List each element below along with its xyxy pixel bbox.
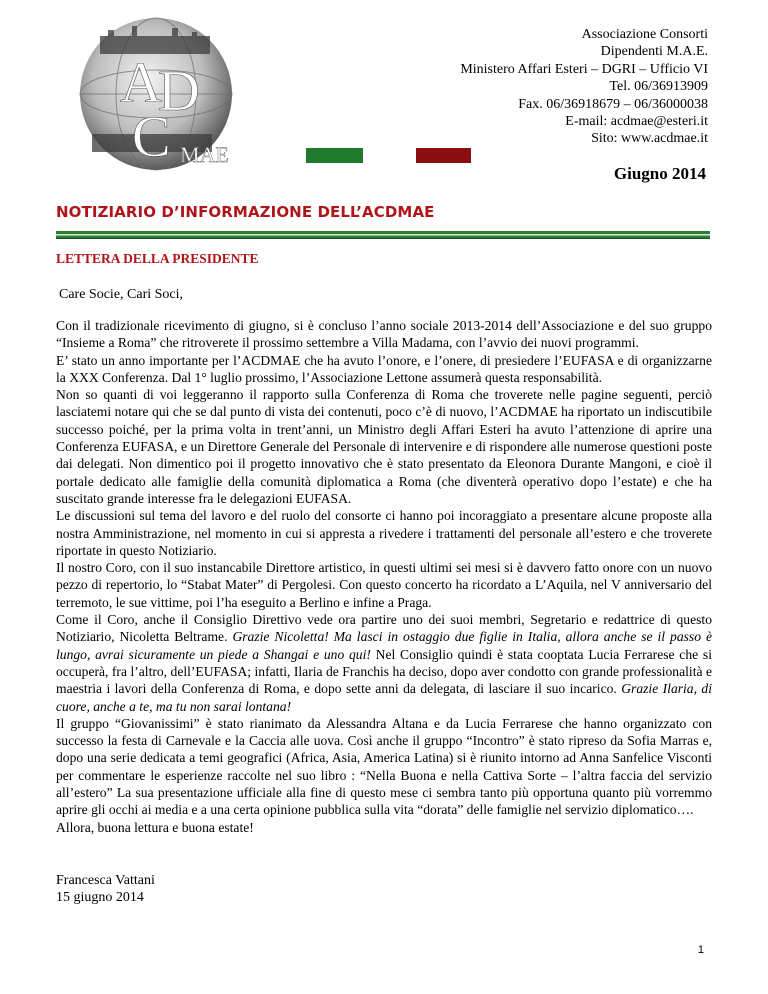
paragraph: Il nostro Coro, con il suo instancabile Direttore artistico, in questi ultimi sei mesi si è davvero fatto onore con un nuovo pezzo di repertorio, lo “Stabat Mater” di Pergolesi. Con questo concerto ha ricordato a L’Aquila, nel V anniversario del terremoto, le sue vittime, poi l’ha eseguito a Berlino e infine a Praga. <box>56 560 712 610</box>
header-line: Dipendenti M.A.E. <box>600 44 708 60</box>
paragraph-text: Nel Consiglio quindi è stata cooptata Lucia Ferrarese che si occuperà, fra l’altro, dell’EUFASA; infatti, Ilaria de Franchis ha deciso, dopo aver condotto con grande professionalità e maestria i lavori della Conferenza di Roma, e dopo sette anni da delegata, di lasciare il suo incarico. <box>56 646 712 697</box>
header-email: E-mail: acdmae@esteri.it <box>565 114 708 130</box>
paragraph-text: Come il Coro, anche il Consiglio Direttivo vede ora partire uno dei suoi membri, Segretario e redattrice di questo Notiziario, Nicoletta Beltrame. <box>56 612 712 645</box>
paragraph: Non so quanti di voi leggeranno il rapporto sulla Conferenza di Roma che troverete nelle pagine seguenti, perciò lasciatemi notare qui che se dal punto di vista dei contenuti, poco c’è di nuovo, l’ACDMAE ha riportato un indiscutibile successo poiché, per la prima volta in trent’anni, un Ministro degli Affari Esteri ha avuto l’attenzione di aprire una Conferenza EUFASA, e un Direttore Generale del Personale di intervenire e di rispondere alle numerose questioni poste dai delegati. Non dimentico poi il progetto innovativo che è stato presentato da Eleonora Durante Mangoni, e cioè il portale dedicato alle famiglie della comunità diplomatica a Roma (che diventerà operativo dopo l’estate) e che ha suscitato grande interesse fra le delegazioni EUFASA. <box>56 387 712 506</box>
header-fax: Fax. 06/36918679 – 06/36000038 <box>518 96 708 112</box>
italic-thanks: Grazie Nicoletta! Ma lasci in ostaggio due figlie in Italia, allora anche se il passo è lungo, avrai sicuramente un piede a Shangai e uno qui! <box>56 629 712 662</box>
header-line: Ministero Affari Esteri – DGRI – Ufficio VI <box>460 61 708 77</box>
paragraph: Le discussioni sul tema del lavoro e del ruolo del consorte ci hanno poi incoraggiato a presentare alcune proposte alla nostra Amministrazione, nel momento in cui si appresta a rivedere i trattamenti del personale all’estero e che troverete riportate in questo Notiziario. <box>56 508 712 558</box>
signature-date: 15 giugno 2014 <box>56 890 144 906</box>
paragraph: Allora, buona lettura e buona estate! <box>56 819 254 835</box>
logo-mae: MAE <box>180 142 229 167</box>
logo-letter-c: C <box>132 104 171 169</box>
acdmae-logo <box>62 14 250 174</box>
paragraph: E’ stato un anno importante per l’ACDMAE che ha avuto l’onore, e l’onere, di presiedere l’EUFASA e di organizzarne la XXX Conferenza. Dal 1° luglio prossimo, l’Associazione Lettone assumerà questa responsabilità. <box>56 352 712 385</box>
flag-red-stripe <box>416 148 471 163</box>
paragraph: Il gruppo “Giovanissimi” è stato rianimato da Alessandra Altana e da Lucia Ferrarese che hanno organizzato con successo la festa di Carnevale e la Caccia alle uova. Così anche il gruppo “Incontro” è stato ripreso da Sofia Marras e, dopo una serie dedicata a temi geografici (Africa, Asia, America Latina) si è riunito intorno ad Anna Sanfelice Visconti per commentare le esperienze raccolte nel suo libro : “Nella Buona e nella Cattiva Sorte – l’altra faccia del servizio all’estero” La sua presentazione ufficiale alla fine di questo mese ci sembra tanto più opportuna quanto più vorremmo aprire gli occhi ai media e a una certa opinione pubblica sulla vita “dorata” delle famiglie nel servizio diplomatico…. <box>56 715 712 818</box>
logo-letter-d: D <box>158 58 200 123</box>
flag-green-stripe <box>306 148 363 163</box>
issue-date: Giugno 2014 <box>613 164 706 183</box>
page-number: 1 <box>697 944 704 956</box>
signature-block <box>56 872 155 907</box>
header-contact-block <box>368 26 708 148</box>
header-website: Sito: www.acdmae.it <box>591 131 708 147</box>
header-line: Associazione Consorti <box>581 27 708 42</box>
section-title: LETTERA DELLA PRESIDENTE <box>56 251 259 266</box>
paragraph <box>56 611 712 715</box>
salutation: Care Socie, Cari Soci, <box>59 287 184 302</box>
title-rule <box>56 231 710 239</box>
paragraph: Con il tradizionale ricevimento di giugno, si è concluso l’anno sociale 2013-2014 dell’Associazione e del suo gruppo “Insieme a Roma” che ritroverete il prossimo settembre a Villa Madama, con l’avvio dei nuovi programmi. <box>56 318 712 351</box>
italic-thanks: Grazie Ilaria, di cuore, anche a te, ma tu non sarai lontana! <box>56 681 712 714</box>
letter-body <box>56 317 712 836</box>
header-phone: Tel. 06/36913909 <box>609 79 708 95</box>
logo-letter-a: A <box>120 50 162 115</box>
signature-name: Francesca Vattani <box>56 873 155 888</box>
newsletter-title: NOTIZIARIO D’INFORMAZIONE DELL’ACDMAE <box>56 203 435 221</box>
